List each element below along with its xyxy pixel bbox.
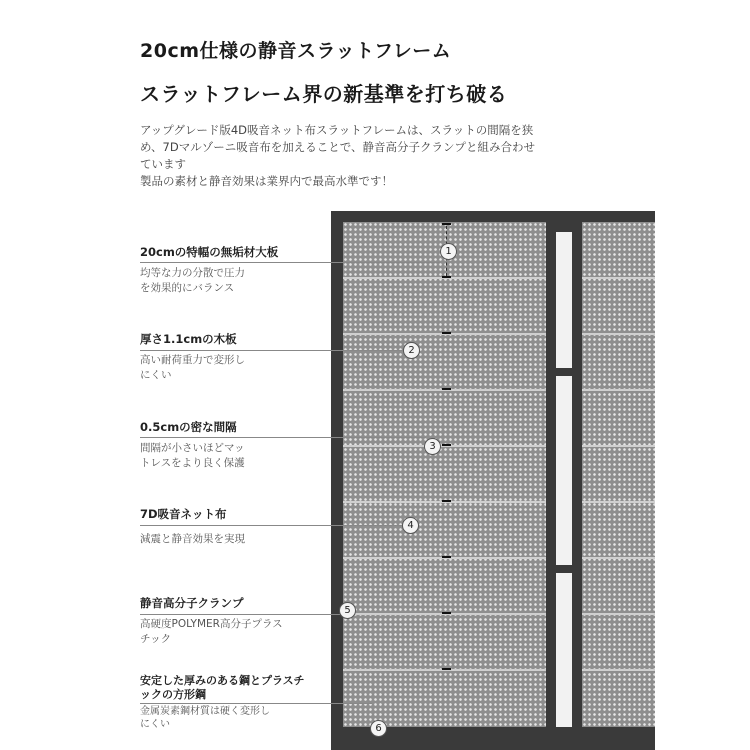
intro-line: め、7Dマルゾーニ吸音布を加えることで、静音高分子クランプと組み合わせ xyxy=(140,140,535,154)
feature-4 xyxy=(140,506,310,547)
clip-tick xyxy=(442,612,451,614)
intro-line: 製品の素材と静音効果は業界内で最高水準です！ xyxy=(140,174,393,188)
marker-5: 5 xyxy=(339,602,356,619)
feature-title: 静音高分子クランプ xyxy=(140,596,244,610)
polymer-clip xyxy=(556,368,572,376)
feature-1 xyxy=(140,244,310,296)
feature-desc xyxy=(140,441,310,471)
headline: 20cm仕様の静音スラットフレーム xyxy=(140,40,452,62)
slat-line xyxy=(582,277,655,279)
feature-title: 20cmの特幅の無垢材大板 xyxy=(140,245,279,259)
marker-4: 4 xyxy=(402,517,419,534)
intro-text xyxy=(140,122,590,190)
marker-2: 2 xyxy=(403,342,420,359)
feature-title: 厚さ1.1cmの木板 xyxy=(140,332,237,346)
feature-title: 0.5cmの密な間隔 xyxy=(140,420,237,434)
feature-3 xyxy=(140,419,310,471)
feature-desc-line: 高硬度POLYMER高分子プラス xyxy=(140,618,283,630)
slat-line xyxy=(582,669,655,671)
feature-desc xyxy=(140,353,310,383)
feature-2 xyxy=(140,331,310,383)
feature-title: 安定した厚みのある鋼とプラスチックの方形鋼 xyxy=(140,674,305,701)
feature-desc-line: 間隔が小さいほどマッ xyxy=(140,442,245,454)
feature-desc-line: 均等な力の分散で圧力 xyxy=(140,267,245,279)
feature-desc xyxy=(140,617,310,647)
feature-title: 7D吸音ネット布 xyxy=(140,507,227,521)
acoustic-mesh-panel-right xyxy=(582,222,655,727)
feature-desc xyxy=(140,705,305,731)
clip-tick xyxy=(442,223,451,225)
feature-5 xyxy=(140,595,310,647)
slat-line xyxy=(582,445,655,447)
slat-line xyxy=(582,613,655,615)
clip-tick xyxy=(442,388,451,390)
slat-line xyxy=(582,501,655,503)
slat-line xyxy=(582,557,655,559)
clip-tick xyxy=(442,668,451,670)
feature-desc xyxy=(140,532,310,547)
marker-3: 3 xyxy=(424,438,441,455)
feature-desc-line: にくい xyxy=(140,719,170,730)
feature-desc-line: チック xyxy=(140,633,172,645)
clip-tick xyxy=(442,276,451,278)
feature-desc-line: 金属炭素鋼材質は硬く変形し xyxy=(140,706,270,717)
feature-desc-line: にくい xyxy=(140,369,172,381)
feature-6 xyxy=(140,674,305,731)
polymer-clip xyxy=(556,565,572,573)
feature-desc-line: 減震と静音効果を実現 xyxy=(140,533,245,545)
clip-tick xyxy=(442,444,451,446)
feature-desc-line: を効果的にバランス xyxy=(140,282,235,294)
slat-line xyxy=(582,389,655,391)
frame-gap xyxy=(556,232,572,727)
intro-line: ています xyxy=(140,157,186,171)
acoustic-mesh-panel-left xyxy=(343,222,546,727)
marker-6: 6 xyxy=(370,720,387,737)
slat-line xyxy=(582,333,655,335)
clip-tick xyxy=(442,556,451,558)
feature-desc-line: 高い耐荷重力で変形し xyxy=(140,354,245,366)
marker-1: 1 xyxy=(440,243,457,260)
feature-desc-line: トレスをより良く保護 xyxy=(140,457,245,469)
clip-tick xyxy=(442,500,451,502)
feature-desc xyxy=(140,266,310,296)
clip-tick xyxy=(442,332,451,334)
intro-line: アップグレード版4D吸音ネット布スラットフレームは、スラットの間隔を狭 xyxy=(140,123,534,137)
subheadline: スラットフレーム界の新基準を打ち破る xyxy=(140,82,508,106)
